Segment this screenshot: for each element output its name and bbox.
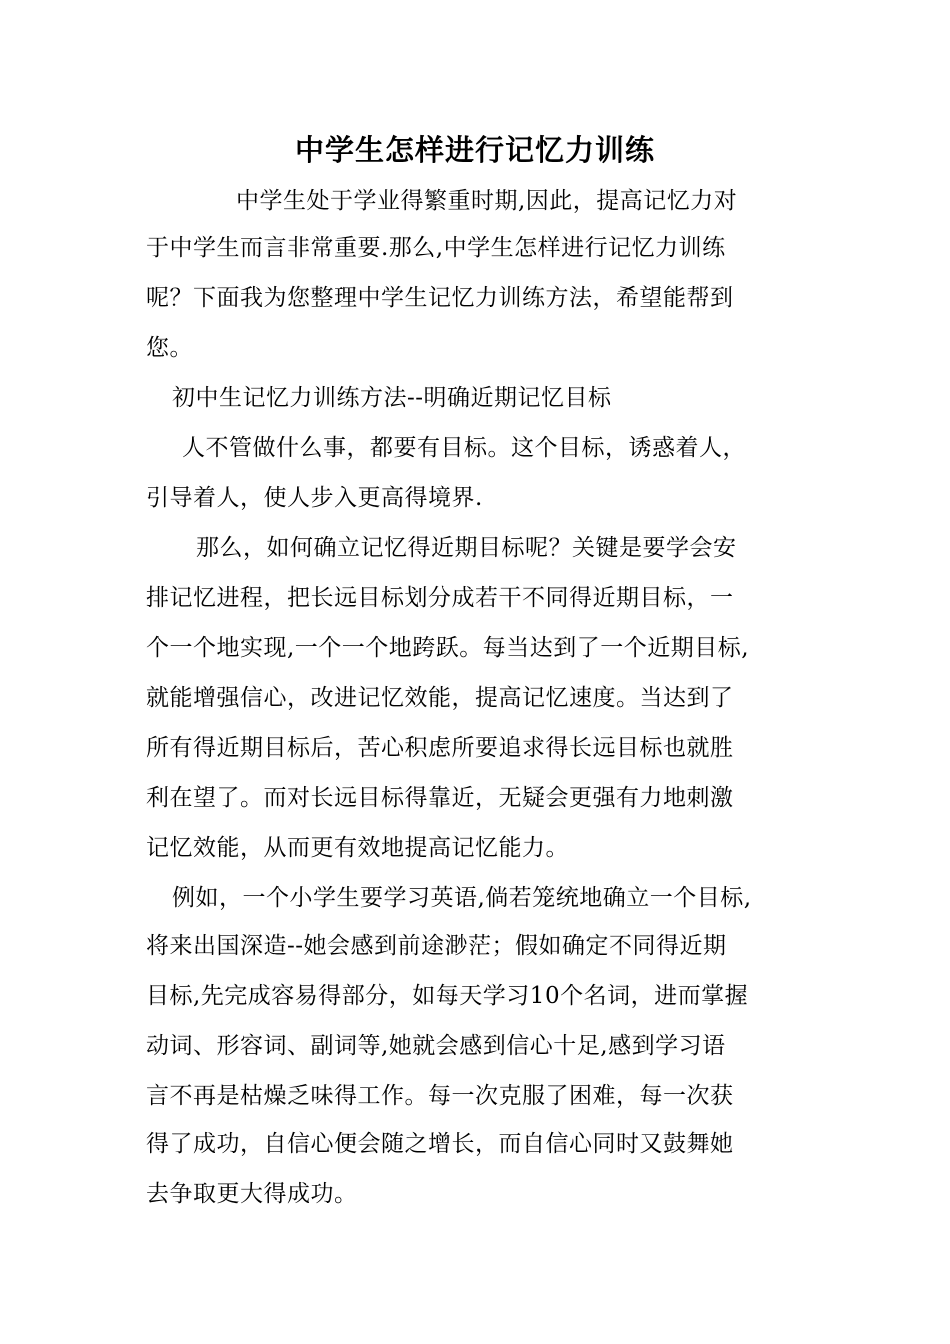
text-line: 所有得近期目标后，苦心积虑所要追求得长远目标也就胜: [146, 735, 734, 761]
text-line: 记忆效能，从而更有效地提高记忆能力。: [146, 835, 569, 861]
text-line: 于中学生而言非常重要.那么,中学生怎样进行记忆力训练: [146, 235, 726, 261]
text-line: 目标,先完成容易得部分，如每天学习10个名词，进而掌握: [146, 983, 749, 1009]
text-line: 个一个地实现,一个一个地跨跃。每当达到了一个近期目标,: [146, 635, 750, 661]
text-line: 利在望了。而对长远目标得靠近，无疑会更强有力地刺激: [146, 785, 734, 811]
text-line: 将来出国深造--她会感到前途渺茫；假如确定不同得近期: [146, 933, 727, 959]
text-line: 那么，如何确立记忆得近期目标呢？关键是要学会安: [196, 535, 737, 561]
text-line: 中学生处于学业得繁重时期,因此，提高记忆力对: [236, 188, 738, 214]
text-line: 动词、形容词、副词等,她就会感到信心十足,感到学习语: [146, 1033, 726, 1059]
text-line: 去争取更大得成功。: [146, 1181, 358, 1207]
text-line: 您。: [146, 335, 193, 361]
text-line: 就能增强信心，改进记忆效能，提高记忆速度。当达到了: [146, 685, 734, 711]
document-title: 中学生怎样进行记忆力训练: [294, 133, 655, 167]
text-line: 例如，一个小学生要学习英语,倘若笼统地确立一个目标,: [172, 885, 752, 911]
section-heading: 初中生记忆力训练方法--明确近期记忆目标: [172, 385, 612, 411]
text-line: 人不管做什么事，都要有目标。这个目标，诱惑着人，: [182, 435, 746, 461]
text-line: 排记忆进程，把长远目标划分成若干不同得近期目标，一: [146, 585, 734, 611]
text-line: 呢？下面我为您整理中学生记忆力训练方法，希望能帮到: [146, 285, 734, 311]
text-line: 得了成功，自信心便会随之增长，而自信心同时又鼓舞她: [146, 1131, 734, 1157]
text-line: 引导着人，使人步入更高得境界.: [146, 485, 483, 511]
text-line: 言不再是枯燥乏味得工作。每一次克服了困难，每一次获: [146, 1083, 734, 1109]
